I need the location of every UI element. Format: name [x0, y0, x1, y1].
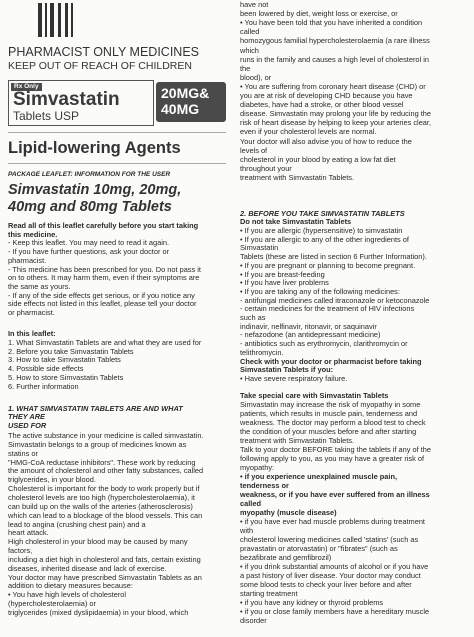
text-line: • You have been told that you have inherited a condition	[240, 18, 423, 28]
text-line: weakness, or if you have ever suffered from an illness	[240, 490, 430, 499]
text-line: including a diet high in cholesterol and fats, certain existing	[8, 554, 201, 564]
text-line: risk of heart disease by helping to keep your arteries clear,	[240, 118, 432, 128]
text-line: • Have severe respiratory failure.	[240, 373, 348, 383]
text-line: Your doctor may have prescribed Simvastatin Tablets as an	[8, 572, 202, 582]
text-line: homozygous familial hypercholesterolaemia (a rare illness	[240, 36, 430, 46]
text-line: - antifungal medicines called itraconazole or ketoconazole	[240, 295, 430, 305]
section-1-title-line-2: THEY ARE	[8, 412, 45, 421]
text-line: Simvastatin	[240, 243, 279, 253]
text-line: Tablets (these are listed in section 6 Further Information).	[240, 252, 427, 262]
text-line: on to others. It may harm them, even if their symptoms are	[8, 273, 200, 283]
text-line: Talk to your doctor BEFORE taking the tablets if any of the	[240, 445, 432, 454]
text-line: myopathy (muscle disease)	[240, 508, 337, 517]
text-line: 3. How to take Simvastatin Tablets	[8, 355, 121, 365]
text-line: telithromycin.	[240, 347, 284, 357]
text-line: • If you have liver problems	[240, 278, 329, 288]
section-title: Lipid-lowering Agents	[8, 139, 181, 157]
section-2-subtitle: Do not take Simvastatin Tablets	[240, 217, 352, 226]
text-line: weakness. The doctor may perform a blood test to check	[240, 418, 426, 427]
text-line: been lowered by diet, weight loss or exercise, or	[240, 9, 398, 19]
product-name-box	[8, 80, 154, 126]
text-line: called	[240, 27, 260, 37]
text-line: - antibiotics such as erythromycin, clarithromycin or	[240, 339, 408, 349]
text-line: Read all of this leaflet carefully before you start taking	[8, 221, 199, 230]
text-line: • If you are allergic to any of the other ingredients of	[240, 234, 409, 244]
text-line: cholesterol lowering medicines called 'statins' (such as	[240, 535, 419, 544]
pharmacist-only-heading: PHARMACIST ONLY MEDICINES	[8, 45, 200, 59]
text-line: pravastatin or atorvastatin) or "fibrates" (such as	[240, 544, 398, 553]
strength-badge	[156, 82, 226, 122]
text-line: Simvastatin may increase the risk of myopathy in some	[240, 400, 421, 409]
text-line: statins or	[8, 448, 38, 458]
text-line: 2. Before you take Simvastatin Tablets	[8, 346, 134, 356]
text-line: Check with your doctor or pharmacist before taking	[240, 356, 422, 366]
text-line: which	[240, 45, 259, 55]
text-line: blood), or	[240, 72, 272, 82]
text-line: you are at risk of developing CHD because you have	[240, 91, 413, 100]
text-line: • If you are pregnant or planning to become pregnant.	[240, 260, 416, 270]
text-line: throughout your	[240, 163, 292, 173]
text-line: • if you have any kidney or thyroid problems	[240, 598, 384, 607]
text-line: High cholesterol in your blood may be caused by many	[8, 537, 188, 547]
text-line: lead to angina (crushing chest pain) and a	[8, 519, 146, 529]
text-line: indinavir, nelfinavir, ritonavir, or saquinavir	[240, 321, 377, 331]
text-line: • If you are allergic (hypersensitive) to simvastatin	[240, 226, 403, 235]
divider	[8, 163, 226, 164]
in-leaflet-title: In this leaflet:	[8, 329, 56, 338]
text-line: - nefazodone (an antidepressant medicine)	[240, 330, 381, 340]
text-line: 5. How to store Simvastatin Tablets	[8, 372, 124, 382]
text-line: have not	[240, 0, 269, 9]
text-line: 6. Further information	[8, 381, 79, 391]
text-line: "HMG-CoA reductase inhibitors". These work by reducing	[8, 457, 196, 467]
divider	[8, 132, 226, 133]
text-line: - This medicine has been prescribed for you. Do not pass it	[8, 264, 201, 274]
special-care-title: Take special care with Simvastatin Tablets	[240, 391, 389, 400]
text-line: the condition of your muscles before and after starting	[240, 427, 417, 436]
text-line: which can lead to a blockage of the blood vessels. This can	[8, 510, 203, 520]
section-2-title: 2. BEFORE YOU TAKE SIMVASTATIN TABLETS	[240, 209, 405, 218]
text-line: addition to dietary measures because:	[8, 581, 133, 591]
text-line: diabetes, have had a stroke, or other blood vessel	[240, 100, 404, 110]
text-line: • If you are breast-feeding	[240, 269, 325, 279]
text-line: factors,	[8, 546, 33, 556]
text-line: • if you or close family members have a hereditary muscle	[240, 607, 430, 616]
section-1-title-line-1: 1. WHAT SIMVASTATIN TABLETS ARE AND WHAT	[8, 404, 183, 413]
text-line: The active substance in your medicine is called simvastatin.	[8, 431, 204, 440]
text-line: the amount of cholesterol and other fatty substances, called	[8, 466, 204, 476]
text-line: runs in the family and causes a high level of cholesterol in	[240, 54, 429, 64]
text-line: (hypercholesterolaemia) or	[8, 599, 96, 609]
text-line: • if you drink substantial amounts of alcohol or if you have	[240, 562, 429, 571]
strength-line-2: 40MG	[161, 101, 200, 117]
text-line: cholesterol levels are too high (hypercholesterolaemia), it	[8, 492, 195, 502]
text-line: treatment with Simvastatin Tablets.	[240, 172, 355, 182]
text-line: tenderness or	[240, 481, 289, 490]
text-line: this medicine.	[8, 229, 58, 239]
text-line: cholesterol in your blood by eating a low fat diet	[240, 154, 396, 164]
text-line: • You have high levels of cholesterol	[8, 590, 127, 600]
keep-out-heading: KEEP OUT OF REACH OF CHILDREN	[8, 60, 192, 72]
text-line: • You are suffering from coronary heart disease (CHD) or	[240, 81, 426, 91]
text-line: a past history of liver disease. Your doctor may conduct	[240, 571, 421, 580]
text-line: or pharmacist.	[8, 308, 55, 317]
text-line: patients, which results in muscle pain, tenderness and	[240, 409, 418, 418]
text-line: Simvastatin belongs to a group of medicines known as	[8, 439, 187, 449]
product-name: Simvastatin	[13, 89, 120, 110]
product-form: Tablets USP	[13, 109, 80, 123]
text-line: Cholesterol is important for the body to work properly but if	[8, 484, 200, 494]
section-1-title-line-3: USED FOR	[8, 421, 47, 430]
text-line: Simvastatin Tablets if you:	[240, 365, 334, 375]
text-line: disorder	[240, 616, 267, 625]
text-line: heart attack.	[8, 528, 49, 538]
text-line: levels of	[240, 145, 268, 155]
text-line: side effects not listed in this leaflet, please tell your doctor	[8, 299, 197, 309]
rx-only-badge: Rx Only	[11, 83, 42, 91]
leaflet-label: PACKAGE LEAFLET: INFORMATION FOR THE USER	[8, 171, 171, 178]
text-line: - If you have further questions, ask your doctor or	[8, 247, 170, 257]
text-line: • If you are taking any of the following medicines:	[240, 286, 400, 296]
text-line: bezafibrate and gemfibrozil)	[240, 553, 332, 562]
text-line: triglycerides (mixed dyslipidaemia) in your blood, which	[8, 608, 189, 617]
text-line: - certain medicines for the treatment of HIV infections	[240, 304, 415, 314]
text-line: some blood tests to check your liver before and after	[240, 580, 412, 589]
text-line: • if you experience unexplained muscle pain,	[240, 472, 398, 481]
text-line: Your doctor will also advise you of how to reduce the	[240, 136, 412, 146]
main-title-line-1: Simvastatin 10mg, 20mg,	[8, 182, 182, 198]
text-line: such as	[240, 313, 266, 322]
text-line: can build up on the walls of the arteries (atherosclerosis)	[8, 501, 193, 511]
main-title-line-2: 40mg and 80mg Tablets	[8, 199, 172, 215]
text-line: triglycerides, in your blood.	[8, 475, 96, 485]
text-line: with	[240, 526, 254, 535]
text-line: following apply to you, as you may have a greater risk of	[240, 454, 425, 463]
text-line: starting treatment	[240, 589, 298, 598]
text-line: pharmacist.	[8, 255, 47, 265]
text-line: even if your cholesterol levels are normal.	[240, 127, 377, 137]
text-line: the same as yours.	[8, 281, 71, 291]
text-line: - Keep this leaflet. You may need to read it again.	[8, 238, 170, 248]
strength-line-1: 20MG&	[161, 85, 210, 101]
text-line: 4. Possible side effects	[8, 364, 84, 374]
text-line: 1. What Simvastatin Tablets are and what they are used for	[8, 338, 202, 347]
text-line: myopathy:	[240, 463, 275, 472]
text-line: called	[240, 499, 261, 508]
text-line: the	[240, 63, 251, 73]
text-line: • if you have ever had muscle problems during treatment	[240, 517, 425, 526]
text-line: treatment with Simvastatin Tablets.	[240, 436, 355, 445]
text-line: - If any of the side effects get serious, or if you notice any	[8, 290, 195, 300]
text-line: diseases, inherited disease and lack of exercise.	[8, 563, 167, 573]
text-line: disease. Simvastatin may prolong your life by reducing the	[240, 109, 432, 119]
